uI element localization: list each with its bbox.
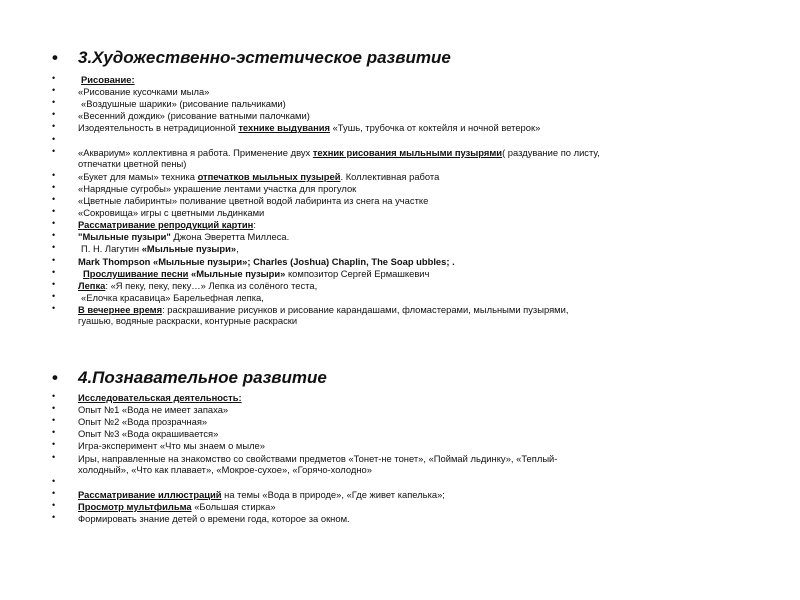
item-text: Иры, направленные на знакомство со свойствами предметов «Тонет-не тонет», «Поймай льдинку», «Теплый- xyxy=(78,452,558,464)
text-span: «Большая стирка» xyxy=(191,500,276,512)
text-span: : «Я пеку, пеку, пеку…» Лепка из солёного теста, xyxy=(105,279,318,291)
list-item xyxy=(52,121,541,134)
list-item xyxy=(52,391,242,403)
underlined-phrase: В вечернее время xyxy=(78,303,163,315)
list-bullet: • xyxy=(52,169,56,180)
list-bullet: • xyxy=(52,254,56,265)
list-bullet: • xyxy=(52,109,56,120)
text-span: Mark Thompson xyxy=(78,255,154,267)
text-span: «Аквариум» коллективна я работа. Применение двух xyxy=(78,146,313,158)
item-text-continuation: холодный», «Что как плавает», «Мокрое-сухое», «Горячо-холодно» xyxy=(78,463,372,475)
underlined-phrase: Лепка xyxy=(78,279,106,291)
list-item xyxy=(52,451,558,475)
list-item xyxy=(52,439,265,452)
text-span: «Тушь, трубочка от коктейля и ночной ветерок» xyxy=(329,122,541,134)
heading-bullet: • xyxy=(52,368,58,387)
list-item xyxy=(52,194,429,206)
item-text: Опыт №3 «Вода окрашивается» xyxy=(78,428,219,440)
list-bullet: • xyxy=(52,85,56,96)
list-bullet: • xyxy=(52,487,56,498)
list-bullet: • xyxy=(52,133,56,144)
list-bullet: • xyxy=(52,439,56,450)
underlined-phrase: Рисование: xyxy=(81,74,135,85)
list-bullet: • xyxy=(52,121,56,132)
list-item xyxy=(52,206,265,219)
text-span: Изодеятельность в нетрадиционной xyxy=(78,122,239,134)
text-span: Джона Эверетта Миллеса. xyxy=(170,231,290,243)
text-span: : раскрашивание рисунков и рисование карандашами, фломастерами, мыльными пузырями, xyxy=(162,303,569,315)
text-span: "Мыльные пузыри" xyxy=(78,231,171,243)
list-item xyxy=(52,290,264,303)
list-bullet: • xyxy=(52,475,56,486)
list-item xyxy=(52,85,210,98)
item-text-continuation: отпечатки цветной пены) xyxy=(78,157,187,169)
text-span: ( раздувание по листу, xyxy=(502,146,600,158)
text-span: «Букет для мамы» техника xyxy=(78,170,198,182)
list-bullet: • xyxy=(52,230,56,241)
text-span: : xyxy=(253,219,256,231)
heading-bullet: • xyxy=(52,48,58,67)
underlined-phrase: Рассматривание репродукций картин xyxy=(78,219,254,231)
list-item xyxy=(52,499,276,512)
list-item xyxy=(52,254,455,267)
item-text: «Нарядные сугробы» украшение лентами участка для прогулок xyxy=(78,182,357,194)
list-bullet: • xyxy=(52,499,56,510)
list-bullet: • xyxy=(52,391,56,401)
text-span: на темы «Вода в природе», «Где живет капелька»; xyxy=(221,488,445,500)
list-bullet: • xyxy=(52,242,56,253)
list-item xyxy=(52,218,256,231)
text-span: , xyxy=(236,243,239,255)
underline xyxy=(78,501,192,512)
item-text xyxy=(78,231,289,242)
underlined-phrase: технике выдувания xyxy=(238,122,330,134)
item-text: Опыт №2 «Вода прозрачная» xyxy=(78,416,208,428)
item-text xyxy=(78,501,276,512)
item-text: «Цветные лабиринты» поливание цветной водой лабиринта из снега на участке xyxy=(78,195,429,206)
list-bullet: • xyxy=(52,145,56,156)
item-text-continuation: гуашью, водяные раскраски, контурные раскраски xyxy=(78,314,298,326)
item-text: «Сокровища» игры с цветными льдинками xyxy=(78,207,265,219)
list-item xyxy=(52,97,286,110)
underlined-phrase: техник рисования мыльными пузырями xyxy=(312,146,503,158)
text-span: П. Н. Лагутин xyxy=(81,243,142,255)
list-bullet: • xyxy=(52,266,56,277)
item-text xyxy=(78,392,242,403)
list-item xyxy=(52,109,310,122)
list-item xyxy=(52,230,290,243)
list-bullet: • xyxy=(52,97,56,108)
text-span: «Мыльные пузыри» xyxy=(141,243,237,255)
item-text: «Весенний дождик» (рисование ватными палочками) xyxy=(78,110,310,122)
item-text xyxy=(78,304,568,315)
text-span: «Мыльные пузыри» xyxy=(153,255,248,267)
list-item xyxy=(52,302,569,326)
text-span: композитор Сергей Ермашкевич xyxy=(285,267,430,279)
list-bullet: • xyxy=(52,403,56,414)
list-bullet: • xyxy=(52,302,56,313)
item-text xyxy=(78,268,429,279)
list-item xyxy=(52,145,600,169)
list-bullet: • xyxy=(52,427,56,438)
heading-text: 4.Познавательное развитие xyxy=(78,368,327,387)
item-text: «Елочка красавица» Барельефная лепка, xyxy=(81,291,264,303)
underline xyxy=(78,392,242,403)
text-span: . Коллективная работа xyxy=(340,170,440,182)
underline xyxy=(81,74,135,85)
list-bullet: • xyxy=(52,451,56,462)
heading-text: 3.Художественно-эстетическое развитие xyxy=(78,48,451,67)
underlined-phrase: Прослушивание песни xyxy=(83,267,189,279)
list-bullet: • xyxy=(52,218,56,229)
underline xyxy=(78,304,162,315)
underlined-phrase: отпечатков мыльных пузырей xyxy=(197,170,341,182)
list-item xyxy=(52,415,208,428)
list-bullet: • xyxy=(52,73,56,83)
text-span: «Мыльные пузыри» xyxy=(188,267,286,279)
item-text xyxy=(78,122,540,133)
underline xyxy=(78,219,253,230)
item-text xyxy=(78,147,600,158)
underline xyxy=(198,171,341,182)
underline xyxy=(78,489,222,500)
list-item xyxy=(52,427,219,440)
item-text: «Воздушные шарики» (рисование пальчиками) xyxy=(81,98,286,110)
list-bullet: • xyxy=(52,194,56,204)
list-item xyxy=(52,403,229,416)
underline xyxy=(83,268,188,279)
list-bullet: • xyxy=(52,206,56,217)
list-bullet: • xyxy=(52,290,56,301)
underlined-phrase: Просмотр мультфильма xyxy=(78,500,192,512)
item-text: Игра-эксперимент «Что мы знаем о мыле» xyxy=(78,440,265,452)
item-text: Формировать знание детей о времени года, которое за окном. xyxy=(78,513,350,524)
item-text xyxy=(78,219,256,230)
item-text xyxy=(78,280,317,291)
list-bullet: • xyxy=(52,512,56,522)
list-item xyxy=(52,278,318,291)
item-text xyxy=(78,171,439,182)
list-item xyxy=(52,73,135,85)
list-bullet: • xyxy=(52,278,56,289)
underlined-phrase: Рассматривание иллюстраций xyxy=(78,488,222,500)
list-item xyxy=(52,242,239,255)
list-bullet: • xyxy=(52,181,56,192)
item-text: «Рисование кусочками мыла» xyxy=(78,86,210,98)
underlined-phrase: Исследовательская деятельность: xyxy=(78,392,242,403)
text-span: ; Charles (Joshua) Chaplin, The Soap ubbles; . xyxy=(247,255,455,267)
list-item xyxy=(52,266,430,279)
item-text xyxy=(78,243,239,254)
item-text xyxy=(78,256,455,267)
list-bullet: • xyxy=(52,415,56,426)
item-text xyxy=(78,74,135,85)
underline xyxy=(238,122,330,133)
item-text xyxy=(78,489,445,500)
underline xyxy=(313,147,502,158)
list-item xyxy=(52,512,350,524)
list-item xyxy=(52,181,357,194)
item-text: Опыт №1 «Вода не имеет запаха» xyxy=(78,404,229,416)
list-item xyxy=(52,169,440,182)
list-item xyxy=(52,487,445,500)
underline xyxy=(78,280,105,291)
